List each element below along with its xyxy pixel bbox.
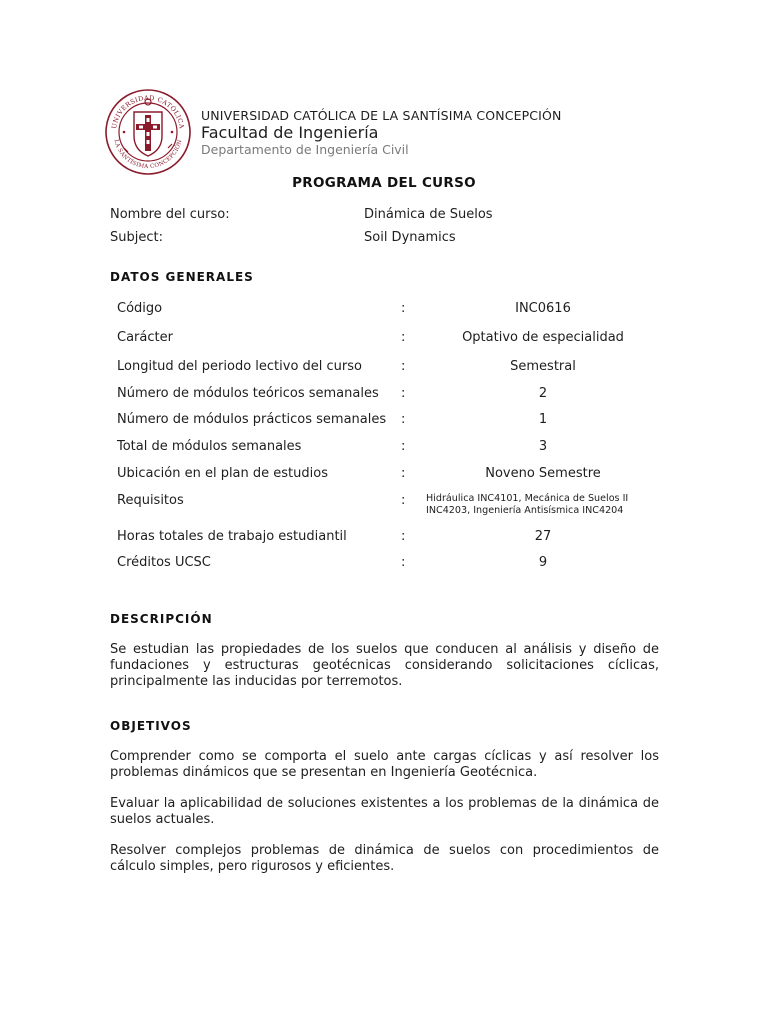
svg-text:UNIVERSIDAD CATÓLICA: UNIVERSIDAD CATÓLICA [110,93,186,130]
table-row-label: Código [117,301,163,316]
table-row-colon: : [401,439,406,454]
table-row-label: Ubicación en el plan de estudios [117,466,328,481]
table-row-colon: : [401,555,406,570]
table-row-label: Total de módulos semanales [117,439,302,454]
svg-text:LA SANTÍSIMA CONCEPCIÓN: LA SANTÍSIMA CONCEPCIÓN [112,138,184,171]
objetivo-item: Comprender como se comporta el suelo ante cargas cíclicas y así resolver los problemas dinámicos que se presentan en Ingeniería Geotécnica. [110,749,659,780]
table-row-label: Créditos UCSC [117,555,211,570]
table-row-value: 1 [538,412,548,427]
table-row-colon: : [401,493,406,508]
table-row-label: Longitud del periodo lectivo del curso [117,359,362,374]
table-row-value: 27 [534,529,552,544]
course-name-value: Dinámica de Suelos [364,207,493,222]
table-row-colon: : [401,412,406,427]
objetivo-item: Resolver complejos problemas de dinámica de suelos con procedimientos de cálculo simples, pero rigurosos y eficientes. [110,843,659,874]
requisitos-value-line1: Hidráulica INC4101, Mecánica de Suelos II [426,493,629,504]
department-name: Departamento de Ingeniería Civil [201,142,409,157]
table-row-colon: : [401,330,406,345]
table-row-value: 3 [538,439,548,454]
table-row-value: Semestral [510,359,576,374]
table-row-value: Optativo de especialidad [462,330,624,345]
table-row-label: Carácter [117,330,173,345]
table-row-label: Horas totales de trabajo estudiantil [117,529,347,544]
table-row-value: Noveno Semestre [485,466,601,481]
table-row-value: 9 [538,555,548,570]
table-row-colon: : [401,386,406,401]
table-row-colon: : [401,359,406,374]
table-row-label: Requisitos [117,493,184,508]
datos-generales-heading: DATOS GENERALES [110,270,254,284]
university-seal-logo [104,88,192,176]
subject-value: Soil Dynamics [364,230,456,245]
table-row-label: Número de módulos prácticos semanales [117,412,387,427]
table-row-colon: : [401,466,406,481]
descripcion-text: Se estudian las propiedades de los suelos que conducen al análisis y diseño de fundaciones y estructuras geotécnicas considerando solicitaciones cíclicas, principalmente las inducidas por terremotos. [110,642,659,689]
requisitos-value-line2: INC4203, Ingeniería Antisísmica INC4204 [426,505,624,516]
objetivos-heading: OBJETIVOS [110,719,192,733]
table-row-colon: : [401,529,406,544]
table-row-colon: : [401,301,406,316]
faculty-name: Facultad de Ingeniería [201,123,379,142]
objetivo-item: Evaluar la aplicabilidad de soluciones existentes a los problemas de la dinámica de suelos actuales. [110,796,659,827]
table-row-value: 2 [538,386,548,401]
course-name-label: Nombre del curso: [110,207,230,222]
descripcion-heading: DESCRIPCIÓN [110,612,213,626]
university-name: UNIVERSIDAD CATÓLICA DE LA SANTÍSIMA CONCEPCIÓN [201,108,562,123]
subject-label: Subject: [110,230,163,245]
document-title: PROGRAMA DEL CURSO [292,175,476,191]
table-row-label: Número de módulos teóricos semanales [117,386,379,401]
table-row-value: INC0616 [515,301,571,316]
